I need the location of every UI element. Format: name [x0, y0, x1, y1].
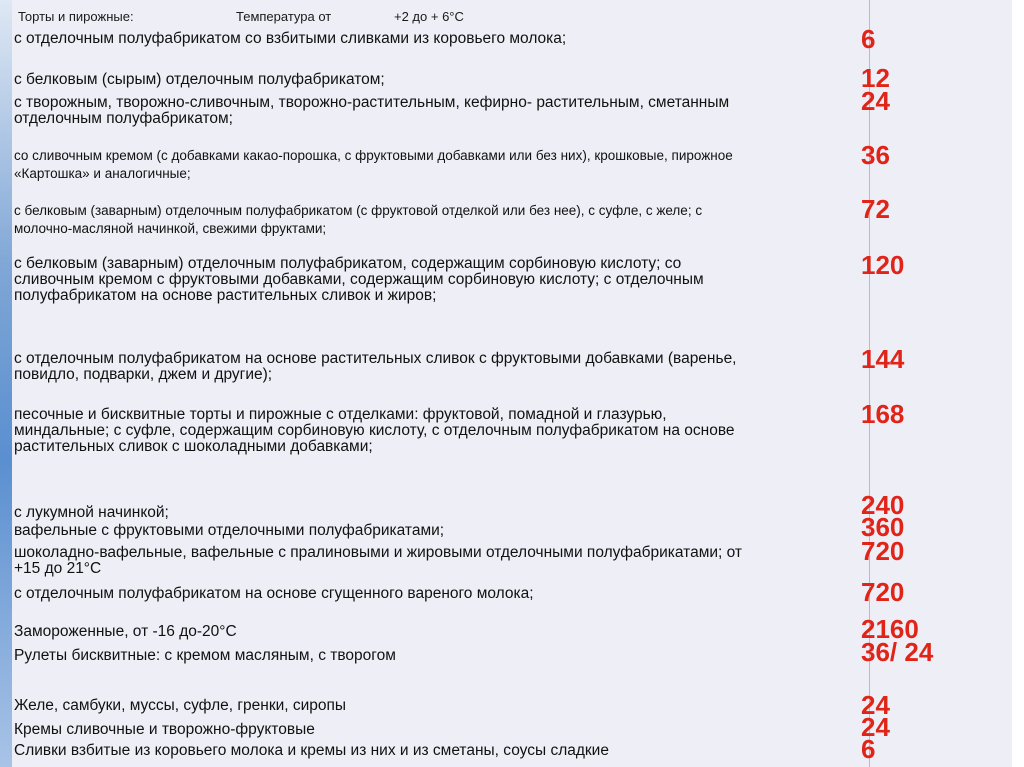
- row-description-line: со сливочным кремом (с добавками какао-порошка, с фруктовыми добавками или без них), крошковые, пирожное: [14, 148, 733, 163]
- row-description: [14, 624, 866, 640]
- row-description-line: Кремы сливочные и творожно-фруктовые: [14, 721, 315, 738]
- row-description: [14, 698, 866, 714]
- row-description-line: Рулеты бисквитные: с кремом масляным, с творогом: [14, 647, 396, 664]
- row-value: 24: [861, 86, 890, 116]
- row-value: 240: [861, 490, 905, 520]
- row-description-line: с творожным, творожно-сливочным, творожно-растительным, кефирно- растительным, сметанным: [14, 94, 730, 111]
- row-value: 6: [861, 734, 876, 764]
- row-value: 36: [861, 140, 890, 170]
- row-description-line: с отделочным полуфабрикатом на основе растительных сливок с фруктовыми добавками (варенье,: [14, 350, 737, 367]
- row-description: [14, 743, 866, 759]
- row-description: [14, 586, 866, 602]
- row-value: 720: [861, 536, 905, 566]
- row-description-line: с отделочным полуфабрикатом на основе сгущенного вареного молока;: [14, 585, 534, 602]
- row-description: [14, 95, 866, 127]
- row-value: 144: [861, 344, 905, 374]
- row-description-line: с лукумной начинкой;: [14, 504, 169, 521]
- row-description-line: с белковым (заварным) отделочным полуфабрикатом (с фруктовой отделкой или без нее), с суфле, с желе; с: [14, 203, 703, 218]
- row-description-line: молочно-масляной начинкой, свежими фруктами;: [14, 221, 327, 236]
- row-description: [14, 31, 866, 47]
- row-description-line: Замороженные, от -16 до-20°С: [14, 623, 237, 640]
- row-value: 36/ 24: [861, 637, 934, 667]
- row-description-line: «Картошка» и аналогичные;: [14, 166, 191, 181]
- row-description-line: Желе, самбуки, муссы, суфле, гренки, сиропы: [14, 697, 347, 714]
- row-value: 12: [861, 63, 890, 93]
- row-description: [14, 407, 866, 455]
- row-description-line: +15 до 21°С: [14, 560, 102, 577]
- row-description-line: сливочным кремом с фруктовыми добавками, содержащим сорбиновую кислоту; с отделочным: [14, 271, 704, 288]
- row-description: [14, 523, 866, 539]
- row-value: 24: [861, 690, 890, 720]
- row-description-line: полуфабрикатом на основе растительных сливок и жиров;: [14, 287, 437, 304]
- row-description: [14, 202, 866, 238]
- document-sheet: [12, 0, 1012, 767]
- row-value: 360: [861, 512, 905, 542]
- row-description-line: с белковым (заварным) отделочным полуфабрикатом, содержащим сорбиновую кислоту; со: [14, 255, 682, 272]
- row-value: 24: [861, 712, 890, 742]
- row-value: 6: [861, 24, 876, 54]
- header-temperature-range: +2 до + 6°С: [394, 9, 464, 24]
- row-description-line: миндальные; с суфле, содержащим сорбиновую кислоту, с отделочным полуфабрикатом на основе: [14, 422, 735, 439]
- header-category: Торты и пирожные:: [18, 9, 134, 24]
- row-description-line: шоколадно-вафельные, вафельные с пралиновыми и жировыми отделочными полуфабрикатами; от: [14, 544, 743, 561]
- row-description: [14, 72, 866, 88]
- row-description: [14, 722, 866, 738]
- row-description-line: песочные и бисквитные торты и пирожные с отделками: фруктовой, помадной и глазурью,: [14, 406, 667, 423]
- row-value: 168: [861, 399, 905, 429]
- row-description-line: с белковым (сырым) отделочным полуфабрикатом;: [14, 71, 385, 88]
- row-value: 2160: [861, 614, 919, 644]
- row-description: [14, 545, 866, 577]
- left-accent-bar: [0, 0, 12, 767]
- row-description-line: вафельные с фруктовыми отделочными полуфабрикатами;: [14, 522, 445, 539]
- row-description: [14, 147, 866, 183]
- row-value: 120: [861, 250, 905, 280]
- row-description-line: Сливки взбитые из коровьего молока и кремы из них и из сметаны, соусы сладкие: [14, 742, 609, 759]
- row-description-line: повидло, подварки, джем и другие);: [14, 366, 273, 383]
- row-value: 720: [861, 577, 905, 607]
- row-description-line: растительных сливок с шоколадными добавками;: [14, 438, 373, 455]
- row-description: [14, 351, 866, 383]
- row-description-line: с отделочным полуфабрикатом со взбитыми сливками из коровьего молока;: [14, 30, 567, 47]
- header-temperature-label: Температура от: [236, 9, 332, 24]
- row-description: [14, 648, 866, 664]
- row-description-line: отделочным полуфабрикатом;: [14, 110, 233, 127]
- row-description: [14, 505, 866, 521]
- row-value: 72: [861, 194, 890, 224]
- row-description: [14, 256, 866, 304]
